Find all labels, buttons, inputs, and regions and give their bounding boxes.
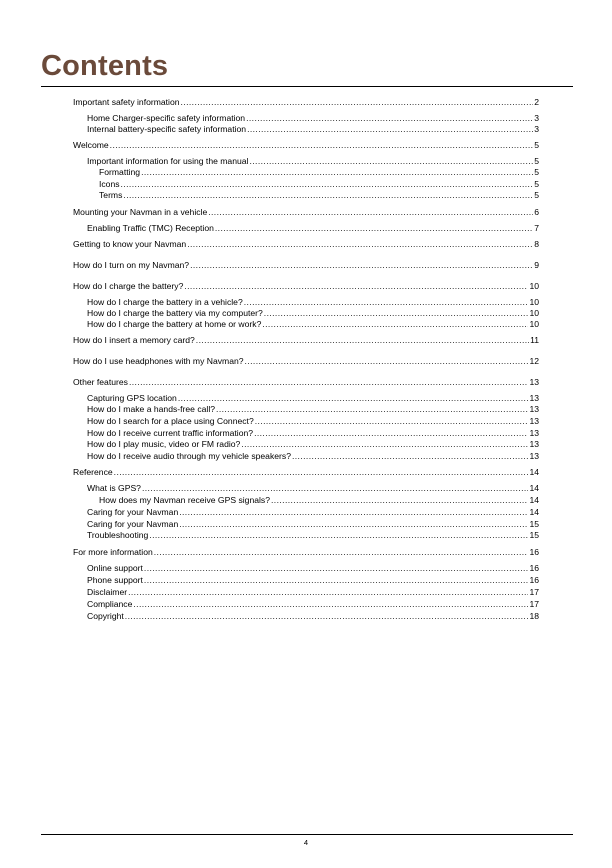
toc-entry-page: 3 [534,113,539,123]
toc-entry-title: How do I use headphones with my Navman? [73,356,244,366]
dot-leader [179,507,528,518]
toc-entry-title: How do I charge the battery via my computer? [87,308,263,318]
toc-entry[interactable] [73,239,539,250]
toc-entry-page: 6 [534,207,539,217]
dot-leader [271,495,528,506]
toc-entry[interactable] [73,140,539,151]
dot-leader [246,113,533,124]
dot-leader [254,428,528,439]
toc-entry-page: 5 [534,190,539,200]
dot-leader [181,97,534,108]
toc-entry-page: 10 [529,281,539,291]
toc-entry[interactable] [87,223,539,234]
toc-entry[interactable] [73,207,539,218]
toc-entry-page: 9 [534,260,539,270]
toc-entry-page: 16 [529,575,539,585]
dot-leader [249,156,533,167]
toc-entry[interactable] [73,97,539,108]
toc-entry-title: Getting to know your Navman [73,239,187,249]
dot-leader [125,611,529,622]
toc-entry-page: 13 [529,439,539,449]
toc-entry[interactable] [87,483,539,494]
dot-leader [149,530,528,541]
toc-entry[interactable] [87,113,539,124]
toc-entry-title: Icons [99,179,120,189]
dot-leader [154,547,529,558]
toc-entry[interactable] [99,179,539,190]
toc-entry-title: Troubleshooting [87,530,149,540]
toc-entry-title: What is GPS? [87,483,141,493]
toc-entry-title: Enabling Traffic (TMC) Reception [87,223,214,233]
toc-entry[interactable] [73,547,539,558]
dot-leader [247,124,533,135]
dot-leader [114,467,529,478]
toc-entry-title: Internal battery-specific safety information [87,124,247,134]
dot-leader [262,319,528,330]
toc-entry[interactable] [87,575,539,586]
page-number: 4 [303,838,309,847]
toc-entry[interactable] [73,281,539,292]
dot-leader [128,587,528,598]
toc-entry-page: 13 [529,377,539,387]
toc-entry-title: For more information [73,547,153,557]
toc-entry[interactable] [87,416,539,427]
toc-entry[interactable] [87,599,539,610]
toc-entry-title: How do I receive current traffic information? [87,428,254,438]
toc-entry-title: How do I charge the battery in a vehicle? [87,297,243,307]
dot-leader [179,519,528,530]
dot-leader [110,140,534,151]
toc-entry-page: 10 [529,308,539,318]
toc-entry-page: 14 [529,507,539,517]
toc-entry-page: 15 [529,519,539,529]
toc-entry-title: How do I insert a memory card? [73,335,195,345]
toc-entry-title: Other features [73,377,128,387]
toc-entry-title: Terms [99,190,123,200]
toc-entry[interactable] [87,404,539,415]
toc-entry-page: 14 [529,467,539,477]
toc-entry[interactable] [87,156,539,167]
dot-leader [196,335,529,346]
dot-leader [187,239,533,250]
toc-entry-title: Caring for your Navman [87,507,179,517]
dot-leader [255,416,529,427]
dot-leader [144,575,529,586]
toc-entry[interactable] [87,428,539,439]
toc-entry-page: 17 [529,587,539,597]
toc-entry-title: How do I charge the battery at home or work? [87,319,262,329]
toc-entry-page: 15 [529,530,539,540]
dot-leader [141,167,533,178]
toc-entry-title: Welcome [73,140,109,150]
dot-leader [292,451,528,462]
toc-entry[interactable] [73,356,539,367]
toc-entry-page: 10 [529,319,539,329]
toc-entry-title: How do I make a hands-free call? [87,404,216,414]
dot-leader [144,563,529,574]
toc-entry-title: Online support [87,563,143,573]
toc-entry-title: Home Charger-specific safety information [87,113,246,123]
toc-entry[interactable] [87,611,539,622]
toc-entry-page: 13 [529,451,539,461]
toc-entry[interactable] [99,167,539,178]
toc-entry-title: How do I turn on my Navman? [73,260,190,270]
toc-entry-page: 17 [529,599,539,609]
toc-entry-page: 13 [529,428,539,438]
toc-entry-title: Formatting [99,167,141,177]
toc-entry[interactable] [87,519,539,530]
toc-entry[interactable] [87,587,539,598]
toc-entry-title: How do I charge the battery? [73,281,184,291]
toc-entry-page: 16 [529,563,539,573]
dot-leader [123,190,533,201]
dot-leader [216,404,528,415]
toc-entry-page: 14 [529,483,539,493]
toc-entry[interactable] [87,393,539,404]
dot-leader [121,179,534,190]
toc-entry-page: 5 [534,140,539,150]
dot-leader [264,308,529,319]
toc-entry-page: 10 [529,297,539,307]
dot-leader [190,260,533,271]
toc-entry[interactable] [99,495,539,506]
toc-entry-title: Reference [73,467,113,477]
toc-entry-title: Caring for your Navman [87,519,179,529]
toc-entry-page: 18 [529,611,539,621]
dot-leader [184,281,528,292]
toc-entry-title: Compliance [87,599,133,609]
toc-entry-page: 13 [529,393,539,403]
dot-leader [208,207,533,218]
toc-entry-page: 11 [530,335,539,345]
toc-entry[interactable] [87,439,539,450]
toc-entry-page: 13 [529,404,539,414]
toc-entry[interactable] [87,451,539,462]
toc-entry-title: How do I play music, video or FM radio? [87,439,241,449]
toc-entry[interactable] [87,530,539,541]
toc-entry[interactable] [99,190,539,201]
toc-entry[interactable] [73,467,539,478]
page-title: Contents [41,50,169,82]
dot-leader [129,377,529,388]
toc-entry-page: 2 [534,97,539,107]
toc-entry-page: 5 [534,179,539,189]
toc-entry[interactable] [87,124,539,135]
toc-entry-title: How do I receive audio through my vehicle speakers? [87,451,291,461]
toc-entry-page: 12 [529,356,539,366]
toc-entry-title: How do I search for a place using Connect? [87,416,254,426]
toc-entry[interactable] [87,297,539,308]
dot-leader [133,599,528,610]
toc-entry[interactable] [87,563,539,574]
toc-entry-page: 14 [529,495,539,505]
toc-entry-title: Phone support [87,575,143,585]
dot-leader [178,393,529,404]
toc-entry-page: 7 [534,223,539,233]
toc-entry-title: Mounting your Navman in a vehicle [73,207,208,217]
toc-entry[interactable] [87,308,539,319]
toc-entry-page: 5 [534,156,539,166]
toc-entry-title: Important safety information [73,97,180,107]
toc-entry-page: 16 [529,547,539,557]
toc-entry-page: 3 [534,124,539,134]
toc-entry-page: 5 [534,167,539,177]
toc-entry[interactable] [73,260,539,271]
toc-entry-title: How does my Navman receive GPS signals? [99,495,270,505]
footer-rule [41,834,573,835]
dot-leader [244,297,529,308]
toc-entry-page: 8 [534,239,539,249]
toc-entry[interactable] [73,335,539,346]
toc-entry[interactable] [73,377,539,388]
toc-entry-title: Disclaimer [87,587,128,597]
dot-leader [241,439,528,450]
dot-leader [142,483,528,494]
dot-leader [215,223,533,234]
toc-entry-title: Important information for using the manual [87,156,249,166]
toc-entry[interactable] [87,319,539,330]
dot-leader [245,356,529,367]
toc-entry[interactable] [87,507,539,518]
toc-entry-title: Capturing GPS location [87,393,177,403]
toc-entry-page: 13 [529,416,539,426]
toc-entry-title: Copyright [87,611,124,621]
